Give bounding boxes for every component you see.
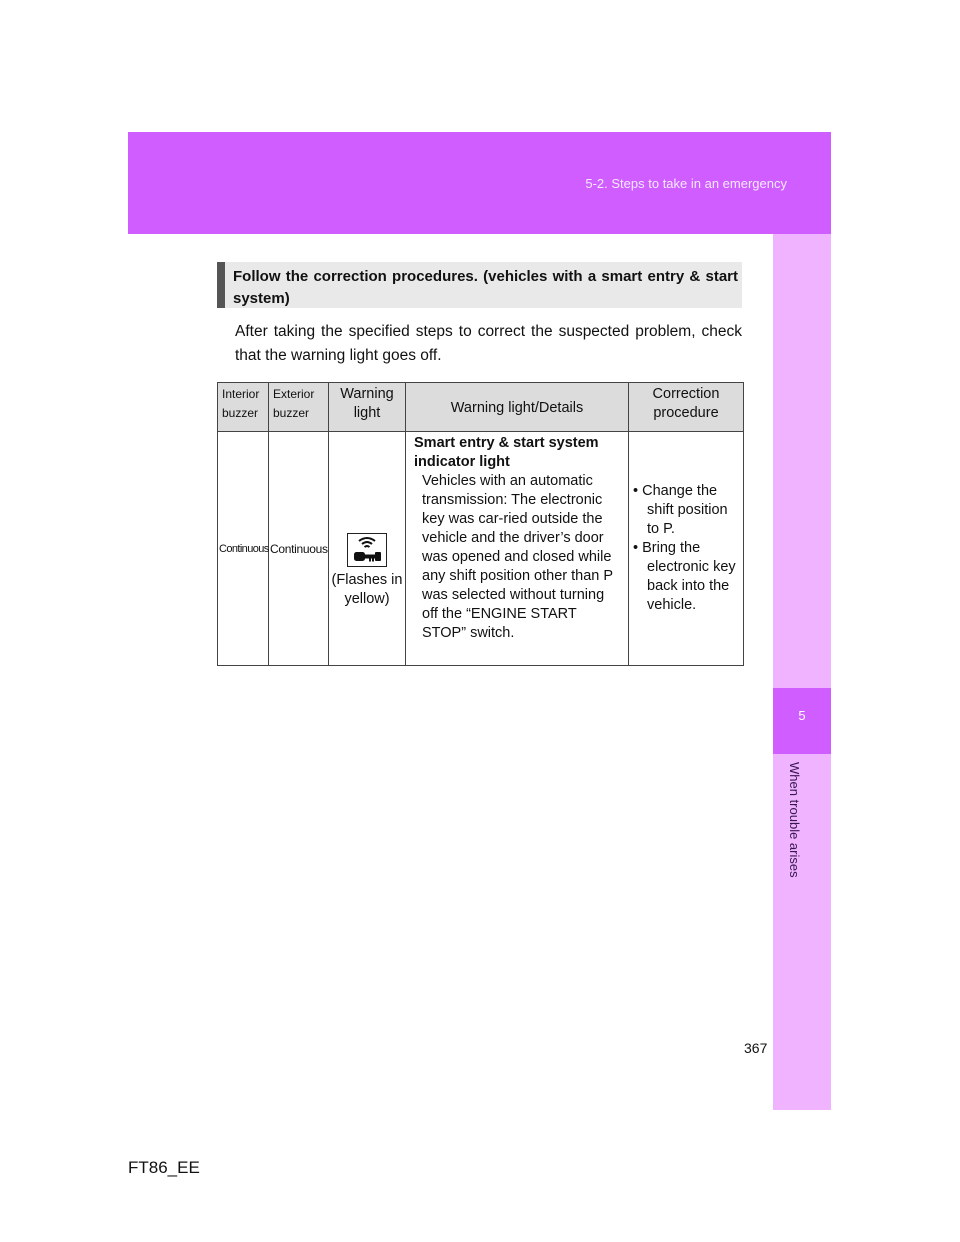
warning-light-note: (Flashes in yellow): [331, 571, 403, 607]
header-interior-buzzer: Interior buzzer: [218, 383, 269, 432]
correction-item: • Bring the electronic key back into the vehicle.: [633, 540, 736, 613]
header-warning-light: Warning light: [329, 383, 406, 432]
correction-item: • Change the shift position to P.: [633, 483, 728, 537]
chapter-title: When trouble arises: [787, 762, 802, 878]
table-header-row: [218, 383, 744, 432]
intro-paragraph: After taking the specified steps to correct the suspected problem, check that the warning light goes off.: [235, 323, 742, 364]
header-details: Warning light/Details: [406, 383, 629, 432]
chapter-number-tab: [773, 688, 831, 754]
table-row: [218, 432, 744, 666]
interior-buzzer-cell: Continuous: [218, 432, 269, 666]
header-correction: Correction procedure: [629, 383, 744, 432]
details-body: Vehicles with an automatic transmission: The electronic key was car-ried outside the vehicle and the driver’s door was opened and closed while any shift position other than P was selected without turning off the “ENGINE START STOP” switch.: [422, 473, 613, 641]
correction-cell: [629, 432, 744, 666]
chapter-header-band: [128, 132, 831, 234]
details-cell: [406, 432, 629, 666]
chapter-side-tab: [773, 234, 831, 1110]
page-number: 367: [744, 1040, 768, 1056]
chapter-number: 5: [798, 708, 806, 723]
header-exterior-buzzer: Exterior buzzer: [269, 383, 329, 432]
section-title: 5-2. Steps to take in an emergency: [585, 176, 787, 191]
exterior-buzzer-cell: Continuous: [269, 432, 329, 666]
warning-light-cell: [329, 432, 406, 666]
document-code: FT86_EE: [128, 1158, 200, 1177]
procedure-subheading: Follow the correction procedures. (vehicles with a smart entry & start system): [217, 262, 742, 308]
smart-key-icon: [347, 533, 387, 567]
details-title: Smart entry & start system indicator light: [414, 435, 599, 470]
warning-table: [217, 382, 744, 666]
